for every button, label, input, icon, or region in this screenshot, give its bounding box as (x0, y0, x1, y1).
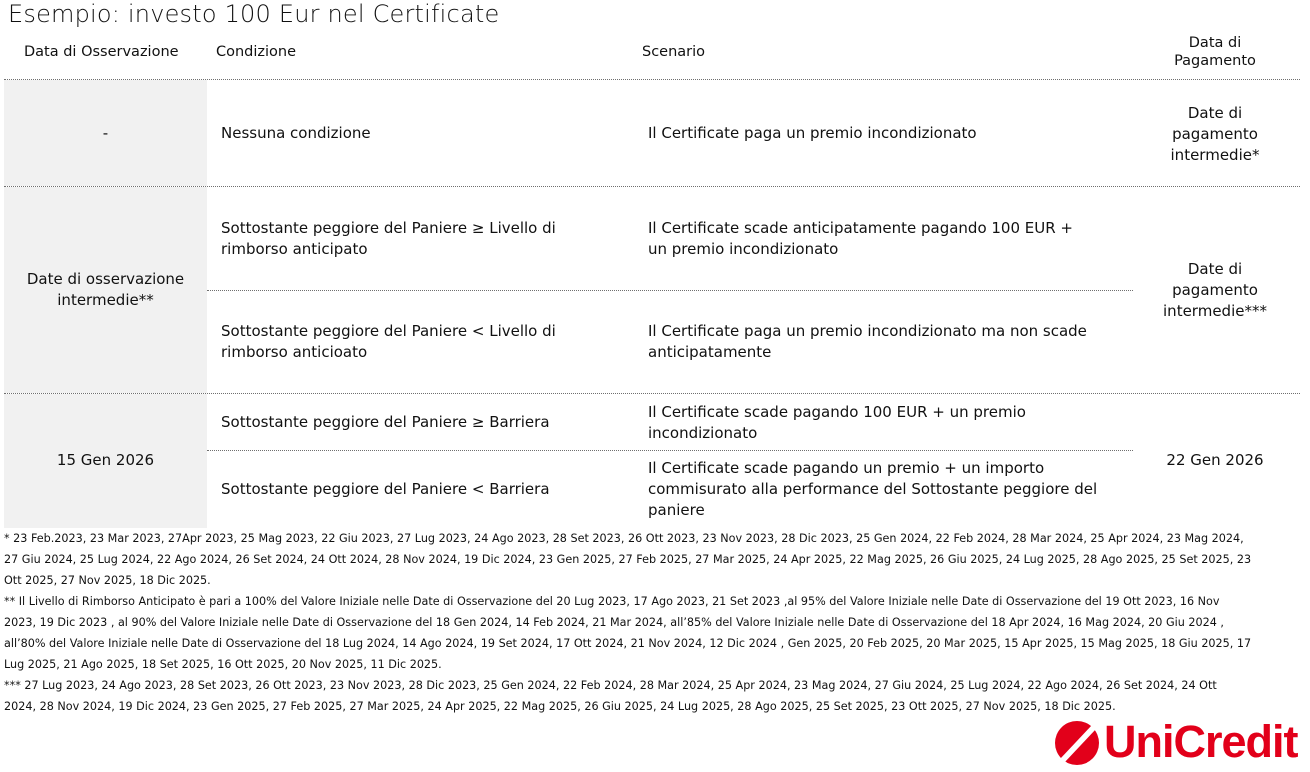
row-divider-inner-3 (207, 450, 1133, 451)
logo-text: UniCredit (1104, 716, 1298, 767)
header-condition: Condizione (216, 44, 297, 60)
row1-observation: - (102, 124, 109, 142)
row1-payment: Date di pagamento intermedie* (1170, 104, 1260, 164)
row-divider-2 (4, 393, 1300, 394)
row2-scenario-a: Il Certificate scade anticipatamente pagando 100 EUR + un premio incondizionato (648, 219, 1074, 258)
footnote-3: *** 27 Lug 2023, 24 Ago 2023, 28 Set 2023, 26 Ott 2023, 23 Nov 2023, 28 Dic 2023, 25 Gen 2024, 22 Feb 2024, 28 Mar 2024, 25 Apr 2024, 23 Mag 2024, 27 Giu 2024, 25 Lug 2024, 22 Ago 2024, 26 Set 2024, 24 Ott 2024, 28 Nov 2024, 19 Dic 2024, 23 Gen 2025, 27 Feb 2025, 27 Mar 2025, 24 Apr 2025, 22 Mag 2025, 26 Giu 2025, 24 Lug 2025, 28 Ago 2025, 25 Set 2025, 23 Ott 2025, 27 Nov 2025, 18 Dic 2025. (4, 679, 1217, 713)
row2-observation: Date di osservazione intermedie** (26, 270, 185, 309)
unicredit-emblem-icon (1052, 715, 1102, 769)
unicredit-logo (1052, 715, 1308, 769)
header-scenario: Scenario (642, 44, 706, 60)
row-divider-inner-2 (207, 290, 1133, 291)
row2-condition-a: Sottostante peggiore del Paniere ≥ Livello di rimborso anticipato (221, 219, 556, 258)
row3-scenario-a: Il Certificate scade pagando 100 EUR + un premio incondizionato (648, 403, 1026, 442)
header-divider (4, 79, 1300, 80)
footnote-2: ** Il Livello di Rimborso Anticipato è pari a 100% del Valore Iniziale nelle Date di Osservazione del 20 Lug 2023, 17 Ago 2023, 21 Set 2023 ,al 95% del Valore Iniziale nelle Date di Osservazione del 19 Ott 2023, 16 Nov 2023, 19 Dic 2023 , al 90% del Valore Iniziale nelle Date di Osservazione del 18 Gen 2024, 14 Feb 2024, 21 Mar 2024, all’85% del Valore Iniziale nelle Date di Osservazione del 18 Apr 2024, 16 Mag 2024, 20 Giu 2024 , all’80% del Valore Iniziale nelle Date di Osservazione del 18 Lug 2024, 14 Ago 2024, 19 Set 2024, 17 Ott 2024, 21 Nov 2024, 12 Dic 2024 , Gen 2025, 20 Feb 2025, 20 Mar 2025, 15 Apr 2025, 15 Mag 2025, 18 Giu 2025, 17 Lug 2025, 21 Ago 2025, 18 Set 2025, 16 Ott 2025, 20 Nov 2025, 11 Dic 2025. (4, 595, 1252, 671)
header-payment-date: Data di Pagamento (1174, 35, 1256, 69)
row3-observation: 15 Gen 2026 (56, 451, 155, 469)
row2-condition-b: Sottostante peggiore del Paniere < Livello di rimborso anticioato (221, 322, 556, 361)
row1-condition: Nessuna condizione (221, 124, 371, 142)
row3-scenario-b: Il Certificate scade pagando un premio + un importo commisurato alla performance del Sottostante peggiore del paniere (648, 459, 1098, 519)
header-observation-date: Data di Osservazione (24, 44, 179, 60)
page-title: Esempio: investo 100 Eur nel Certificate (8, 0, 500, 28)
row3-payment: 22 Gen 2026 (1166, 451, 1264, 469)
row2-payment: Date di pagamento intermedie*** (1163, 260, 1267, 320)
row-divider-1 (4, 186, 1300, 187)
row1-scenario: Il Certificate paga un premio incondizionato (648, 124, 977, 142)
row3-condition-a: Sottostante peggiore del Paniere ≥ Barriera (221, 413, 550, 431)
row3-condition-b: Sottostante peggiore del Paniere < Barriera (221, 480, 550, 498)
row2-scenario-b: Il Certificate paga un premio incondizionato ma non scade anticipatamente (648, 322, 1087, 361)
footnote-1: * 23 Feb.2023, 23 Mar 2023, 27Apr 2023, 25 Mag 2023, 22 Giu 2023, 27 Lug 2023, 24 Ago 2023, 28 Set 2023, 26 Ott 2023, 23 Nov 2023, 28 Dic 2023, 25 Gen 2024, 22 Feb 2024, 28 Mar 2024, 25 Apr 2024, 23 Mag 2024, 27 Giu 2024, 25 Lug 2024, 22 Ago 2024, 26 Set 2024, 24 Ott 2024, 28 Nov 2024, 19 Dic 2024, 23 Gen 2025, 27 Feb 2025, 27 Mar 2025, 24 Apr 2025, 22 Mag 2025, 26 Giu 2025, 24 Lug 2025, 28 Ago 2025, 25 Set 2025, 23 Ott 2025, 27 Nov 2025, 18 Dic 2025. (4, 532, 1252, 587)
